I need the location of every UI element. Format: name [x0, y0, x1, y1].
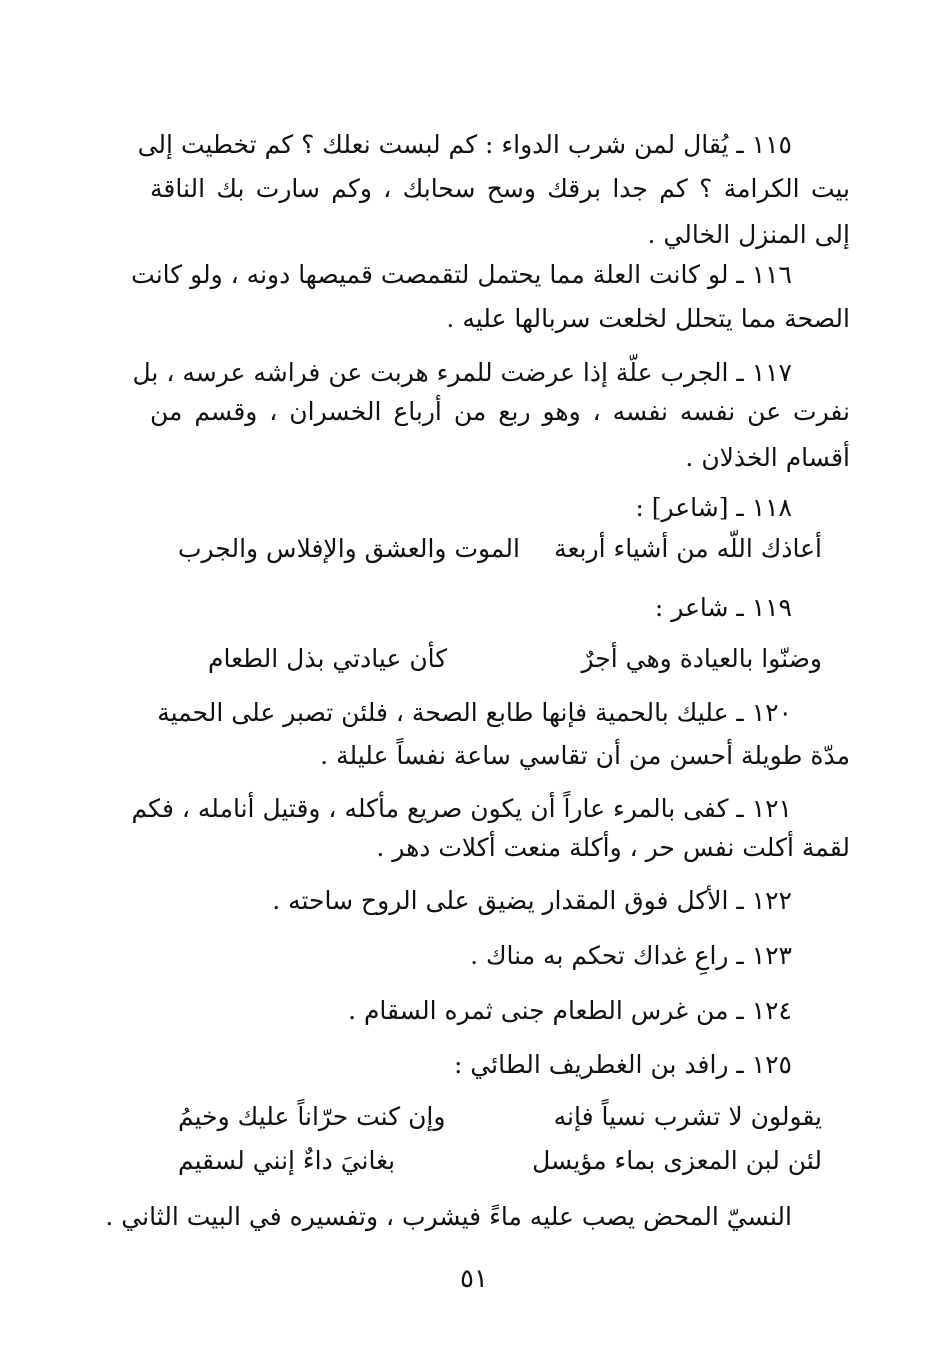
entry-125-verse2-second-hemistich: بغانيَ داءٌ إنني لسقيم: [178, 1146, 396, 1175]
entry-118-verse-first-hemistich: أعاذك اللّه من أشياء أربعة: [554, 534, 822, 563]
entry-119-verse-second-hemistich: كأن عيادتي بذل الطعام: [208, 644, 448, 673]
entry-119-heading: ١١٩ ـ شاعر :: [654, 593, 792, 622]
entry-121-first-line: ١٢١ ـ كفى بالمرء عاراً أن يكون صريع مأكله ، وقتيل أنامله ، فكم: [131, 794, 792, 823]
entry-125-verse1-second-hemistich: وإن كنت حرّاناً عليك وخيمُ: [178, 1102, 446, 1131]
entry-122: ١٢٢ ـ الأكل فوق المقدار يضيق على الروح ساحته .: [272, 886, 792, 915]
entry-120-first-line: ١٢٠ ـ عليك بالحمية فإنها طابع الصحة ، فلئن تصبر على الحمية: [157, 698, 792, 727]
entry-119-verse-first-hemistich: وضنّوا بالعيادة وهي أجرٌ: [581, 644, 822, 673]
entry-124: ١٢٤ ـ من غرس الطعام جنى ثمره السقام .: [348, 996, 792, 1025]
entry-121-continuation: لقمة أكلت نفس حر ، وأكلة منعت أكلات دهر .: [376, 833, 850, 862]
entry-125-heading: ١٢٥ ـ رافد بن الغطريف الطائي :: [453, 1050, 792, 1079]
entry-118-verse-second-hemistich: الموت والعشق والإفلاس والجرب: [178, 534, 520, 563]
entry-120-continuation: مدّة طويلة أحسن من أن تقاسي ساعة نفساً عليلة .: [320, 741, 850, 770]
entry-123: ١٢٣ ـ راعِ غداك تحكم به مناك .: [470, 941, 792, 970]
entry-125-verse2-first-hemistich: لئن لبن المعزى بماء مؤيسل: [532, 1146, 822, 1175]
entry-117-first-line: ١١٧ ـ الجرب علّة إذا عرضت للمرء هربت عن فراشه عرسه ، بل: [132, 358, 792, 387]
entry-115-first-line: ١١٥ ـ يُقال لمن شرب الدواء : كم لبست نعلك ؟ كم تخطيت إلى: [137, 130, 792, 159]
entry-116-first-line: ١١٦ ـ لو كانت العلة مما يحتمل لتقمصت قميصها دونه ، ولو كانت: [131, 260, 792, 289]
entry-116-continuation: الصحة مما يتحلل لخلعت سربالها عليه .: [446, 304, 850, 333]
entry-125-verse1-first-hemistich: يقولون لا تشرب نسياً فإنه: [553, 1102, 822, 1131]
entry-115-continuation: بيت الكرامة ؟ كم جدا برقك وسح سحابك ، وكم سارت بك الناقة إلى المنزل الخالي .: [150, 174, 850, 249]
entry-118-heading: ١١٨ ـ [شاعر] :: [635, 493, 792, 522]
entry-125-note: النسيّ المحض يصب عليه ماءً فيشرب ، وتفسيره في البيت الثاني .: [105, 1202, 792, 1231]
page-number: ٥١: [460, 1264, 488, 1294]
entry-117-continuation: نفرت عن نفسه نفسه ، وهو ربع من أرباع الخسران ، وقسم من أقسام الخذلان .: [150, 397, 850, 472]
